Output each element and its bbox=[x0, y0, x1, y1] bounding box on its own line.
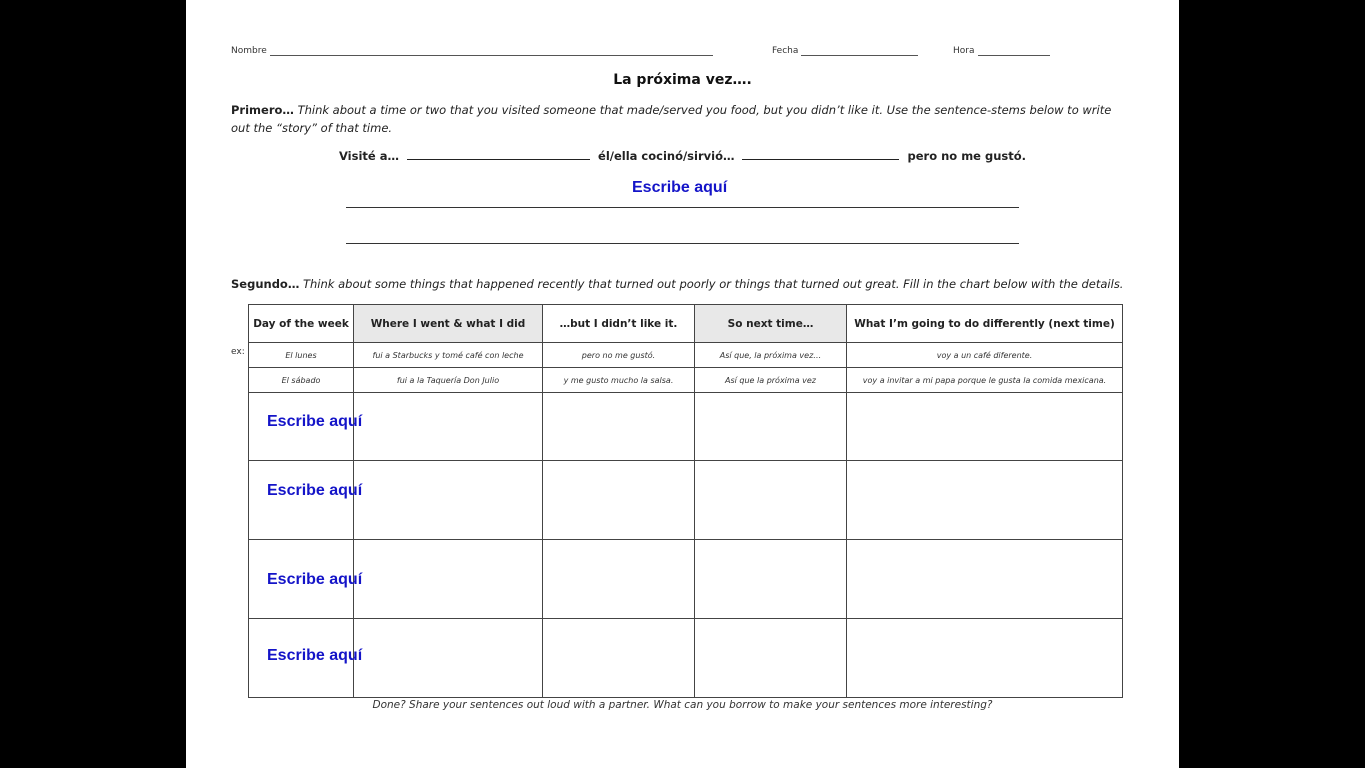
footer-instructions: Done? Share your sentences out loud with a partner. What can you borrow to make your sentences more interesting? bbox=[372, 699, 993, 711]
example-cell: voy a invitar a mi papa porque le gusta la comida mexicana. bbox=[847, 368, 1123, 393]
chart-header-row bbox=[249, 305, 1123, 343]
writing-line-2 bbox=[346, 243, 1019, 244]
example-cell: y me gusto mucho la salsa. bbox=[543, 368, 695, 393]
fill-row bbox=[249, 619, 1123, 698]
fill-cell[interactable] bbox=[354, 393, 543, 461]
primero-lead: Primero… bbox=[231, 103, 294, 117]
stem-blank-1 bbox=[407, 148, 590, 160]
header-differently: What I’m going to do differently (next time) bbox=[847, 305, 1123, 343]
fill-cell[interactable] bbox=[695, 540, 847, 619]
details-chart bbox=[248, 304, 1123, 698]
segundo-instructions bbox=[231, 275, 1131, 293]
stem-visite: Visité a… bbox=[338, 149, 399, 163]
nombre-field bbox=[231, 46, 713, 56]
fill-cell[interactable] bbox=[695, 619, 847, 698]
header-next-time: So next time… bbox=[695, 305, 847, 343]
segundo-text: Think about some things that happened recently that turned out poorly or things that turned out great. Fill in the chart below with the details. bbox=[302, 277, 1124, 291]
example-cell: Así que la próxima vez bbox=[695, 368, 847, 393]
fill-cell[interactable] bbox=[543, 619, 695, 698]
chart-write-field-1[interactable]: Escribe aquí bbox=[267, 413, 363, 430]
example-cell: El lunes bbox=[249, 343, 354, 368]
example-row bbox=[249, 368, 1123, 393]
fill-cell[interactable] bbox=[847, 619, 1123, 698]
page-title: La próxima vez…. bbox=[613, 72, 752, 88]
example-cell: voy a un café diferente. bbox=[847, 343, 1123, 368]
stem-cocino: él/ella cocinó/sirvió… bbox=[598, 149, 735, 163]
fill-cell[interactable] bbox=[543, 540, 695, 619]
fill-cell[interactable] bbox=[354, 540, 543, 619]
primero-instructions bbox=[231, 101, 1131, 137]
fecha-field bbox=[772, 46, 918, 56]
chart-write-field-2[interactable]: Escribe aquí bbox=[267, 482, 363, 499]
stem-no-gusto: pero no me gustó. bbox=[907, 149, 1027, 163]
example-cell: pero no me gustó. bbox=[543, 343, 695, 368]
fill-cell[interactable] bbox=[543, 393, 695, 461]
example-label: ex: bbox=[231, 347, 245, 357]
fill-row bbox=[249, 540, 1123, 619]
fill-cell[interactable] bbox=[354, 619, 543, 698]
primero-text: Think about a time or two that you visited someone that made/served you food, but you didn’t like it. Use the sentence-stems below to write out the “story” of that time. bbox=[231, 103, 1112, 135]
header-where: Where I went & what I did bbox=[354, 305, 543, 343]
chart-write-field-4[interactable]: Escribe aquí bbox=[267, 647, 363, 664]
sentence-stems bbox=[186, 148, 1179, 163]
fill-cell[interactable] bbox=[249, 461, 354, 540]
example-cell: fui a Starbucks y tomé café con leche bbox=[354, 343, 543, 368]
hora-label: Hora bbox=[953, 46, 975, 56]
fill-cell[interactable] bbox=[847, 461, 1123, 540]
writing-line-1 bbox=[346, 207, 1019, 208]
example-cell: El sábado bbox=[249, 368, 354, 393]
fill-row bbox=[249, 393, 1123, 461]
fill-cell[interactable] bbox=[847, 540, 1123, 619]
hora-blank bbox=[978, 46, 1050, 56]
story-write-field[interactable]: Escribe aquí bbox=[632, 179, 728, 196]
chart-write-field-3[interactable]: Escribe aquí bbox=[267, 571, 363, 588]
worksheet-page bbox=[186, 0, 1179, 768]
fill-cell[interactable] bbox=[543, 461, 695, 540]
nombre-blank bbox=[270, 46, 713, 56]
fill-cell[interactable] bbox=[354, 461, 543, 540]
fecha-blank bbox=[801, 46, 918, 56]
example-row bbox=[249, 343, 1123, 368]
fill-row bbox=[249, 461, 1123, 540]
fill-cell[interactable] bbox=[695, 461, 847, 540]
nombre-label: Nombre bbox=[231, 46, 267, 56]
header-day: Day of the week bbox=[249, 305, 354, 343]
segundo-lead: Segundo… bbox=[231, 277, 300, 291]
hora-field bbox=[953, 46, 1050, 56]
header-didnt-like: …but I didn’t like it. bbox=[543, 305, 695, 343]
fill-cell[interactable] bbox=[695, 393, 847, 461]
fill-cell[interactable] bbox=[847, 393, 1123, 461]
example-cell: fui a la Taquería Don Julio bbox=[354, 368, 543, 393]
example-cell: Así que, la próxima vez… bbox=[695, 343, 847, 368]
fecha-label: Fecha bbox=[772, 46, 799, 56]
stem-blank-2 bbox=[742, 148, 899, 160]
